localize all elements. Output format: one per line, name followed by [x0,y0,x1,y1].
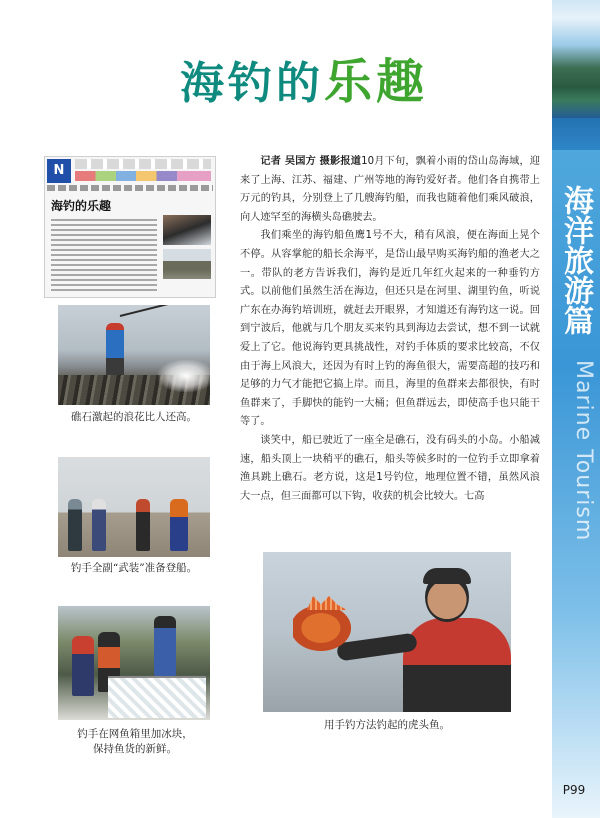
clipping-body [51,219,157,293]
photo-fishers-boarding [58,457,210,557]
newspaper-logo: N [47,159,71,183]
article-paragraph: 我们乘坐的海钓船鱼鹰1号不大，稍有风浪，便在海面上晃个不停。从容掌舵的船长余海平，是岱山最早购买海钓船的渔老大之一。带队的老方告诉我们，海钓是近几年红火起来的一种垂钓方式。以前他们虽然生活在海边，但还只是在河里、湖里钓鱼，听说广东在办海钓培训班，就赶去开眼界，才知道还有海钓这一说。回到宁波后，他就与几个朋友买来钓具到海边去尝试，想不到一试就爱上了它。他说海钓更具挑战性，对钓手体质的要求比较高，不仅由于海上风浪大，还因为有时上钓的海鱼很大，需要高超的技巧和足够的力气才能把它搞上岸。而且，海里的鱼群来去都很快，有时鱼群来了，手脚快的能钓一大桶；但鱼群远去，即使高手也只能干等了。 [240,230,540,428]
section-subtitle: Marine Tourism [571,360,596,542]
article-paragraph: 记者 吴国方 摄影报道10月下旬，飘着小雨的岱山岛海域，迎来了上海、江苏、福建、广州等地的海钓爱好者。他们各自携带上万元的钓具，分别登上了几艘海钓船，而我也随着他们乘风破浪，向人迹罕至的海横头岛礁驶去。 [240,156,540,223]
page-title [180,42,520,122]
caption-fish: 用手钓方法钓起的虎头鱼。 [324,719,450,731]
caption-net [52,727,218,757]
caption-net-line1: 钓手在网鱼箱里加冰块， [77,728,193,740]
page-title-accent: 乐趣 [324,54,429,110]
caption-fishers: 钓手全副“武装”准备登船。 [70,562,198,574]
article-byline: 记者 吴国方 摄影报道 [260,156,362,167]
clipping-headline: 海钓的乐趣 [51,199,112,213]
section-title: 海洋旅游篇 [558,185,593,335]
photo-rock-fishing [58,305,210,405]
article-paragraph: 谈笑中，船已驶近了一座全是礁石，没有码头的小岛。小船减速，船头顶上一块稍平的礁石，船头等候多时的一位钓手立即拿着渔具跳上礁石。老方说，这是1号钓位，地理位置不错，虽然风浪大一点，但三面都可以下钩，收获的机会比较大。七高 [240,434,540,502]
page-number: P99 [562,783,586,797]
photo-fisherman-with-fish [263,552,511,712]
article-body [240,153,540,506]
newspaper-clipping [44,156,216,298]
page-title-main: 海钓的 [180,58,324,109]
side-band-photo [552,0,600,150]
caption-net-line2: 保持鱼货的新鲜。 [93,743,177,755]
photo-ice-net-box [58,606,210,720]
clipping-photo [163,249,211,279]
caption-rocks: 礁石激起的浪花比人还高。 [71,411,197,423]
clipping-photo [163,215,211,245]
